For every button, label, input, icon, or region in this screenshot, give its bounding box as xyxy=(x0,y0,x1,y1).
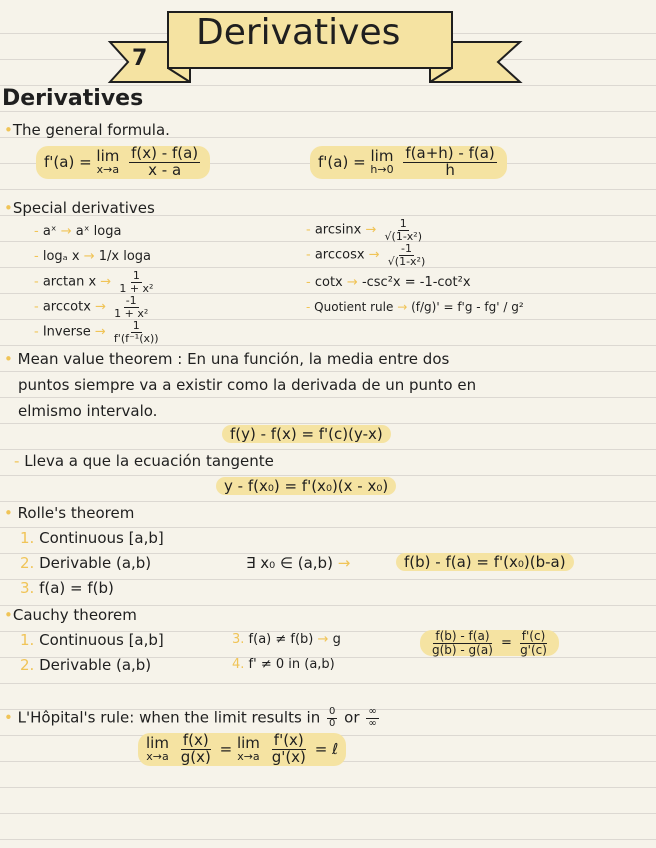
mvt-line-1: • Mean value theorem : En una función, la media entre dos xyxy=(4,350,450,368)
tangent-formula: y - f(x₀) = f'(x₀)(x - x₀) xyxy=(216,477,396,495)
cauchy-result: $\frac{f(b) - f(a)}{g(b) - g(a)}$ = $\frac{f'(c)}{g'(c)}$ xyxy=(420,630,559,656)
page-title: Derivatives xyxy=(196,12,401,53)
cauchy-cond-4: 4. f' ≠ 0 in (a,b) xyxy=(232,657,335,672)
general-formula-label: •The general formula. xyxy=(4,121,170,139)
mvt-line-2: puntos siempre va a existir como la derivada de un punto en xyxy=(18,376,477,394)
derivative-formula-1: f'(a) = lim x→a $\frac{f(x) - f(a)}{x - a}$ xyxy=(36,146,210,179)
mvt-line-3: elmismo intervalo. xyxy=(18,402,158,420)
special-item-quotient: - Quotient rule → (f/g)' = f'g - fg' / g² xyxy=(306,300,524,314)
special-derivatives-label: •Special derivatives xyxy=(4,199,155,217)
special-item-exp: - aˣ → aˣ loga xyxy=(34,224,122,239)
rolle-title: • Rolle's theorem xyxy=(4,504,135,522)
special-item-arccot: - arccotx → $\frac{-1}{\text{1 + x²}}$ xyxy=(34,294,149,320)
tangent-text: - Lleva a que la ecuación tangente xyxy=(14,452,274,470)
rolle-result: f(b) - f(a) = f'(x₀)(b-a) xyxy=(396,553,574,571)
derivative-formula-2: f'(a) = lim h→0 $\frac{f(a+h) - f(a)}{h}$ xyxy=(310,146,507,179)
chapter-number: 7 xyxy=(132,46,148,71)
special-item-cot: - cotx → -csc²x = -1-cot²x xyxy=(306,275,471,290)
section-title: Derivatives xyxy=(2,86,144,111)
special-item-arctan: - arctan x → $\frac{1}{\text{1 + x²}}$ xyxy=(34,269,154,295)
cauchy-cond-3: 3. f(a) ≠ f(b) → g xyxy=(232,632,341,647)
cauchy-title: •Cauchy theorem xyxy=(4,606,137,624)
lhopital-formula: lim x→a $\frac{f(x)}{g(x)}$ = lim x→a $\frac{f'(x)}{g'(x)}$ = ℓ xyxy=(138,733,346,766)
lhopital-text: • L'Hôpital's rule: when the limit results in $\frac{0}{0}$ or $\frac{\infty}{\infty}$ xyxy=(4,706,377,729)
rolle-cond-2: 2. Derivable (a,b) xyxy=(20,554,152,572)
rolle-cond-1: 1. Continuous [a,b] xyxy=(20,529,164,547)
special-item-inverse: - Inverse → $\frac{1}{\text{f'(f⁻¹(x))}}$ xyxy=(34,319,159,345)
special-item-log: - logₐ x → 1/x loga xyxy=(34,249,152,264)
rolle-exists: ∃ x₀ ∈ (a,b) → xyxy=(246,554,351,572)
cauchy-cond-2: 2. Derivable (a,b) xyxy=(20,656,152,674)
mvt-formula: f(y) - f(x) = f'(c)(y-x) xyxy=(222,425,391,443)
special-item-arccos: - arccosx → $\frac{-1}{\text{√(1-x²)}}$ xyxy=(306,242,426,268)
rolle-cond-3: 3. f(a) = f(b) xyxy=(20,579,114,597)
cauchy-cond-1: 1. Continuous [a,b] xyxy=(20,631,164,649)
special-item-arcsin: - arcsinx → $\frac{1}{\text{√(1-x²)}}$ xyxy=(306,217,423,243)
